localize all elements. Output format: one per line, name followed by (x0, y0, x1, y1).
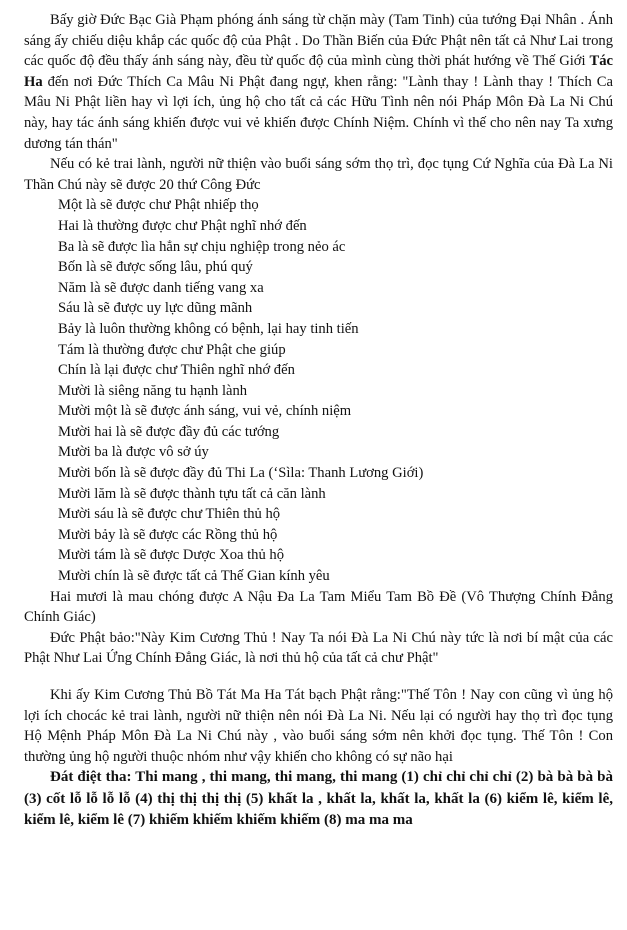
merit-item: Ba là sẽ được lìa hẳn sự chịu nghiệp trong nẻo ác (58, 238, 346, 255)
merit-item: Mười bốn là sẽ được đầy đủ Thi La (‘Sìla: Thanh Lương Giới) (58, 465, 424, 482)
merit-item: Mười bảy là sẽ được các Rồng thủ hộ (58, 526, 278, 543)
paragraph-merits-intro: Nếu có kẻ trai lành, người nữ thiện vào buổi sáng sớm thọ trì, đọc tụng Cứ Nghĩa của Đà La Ni Thần Chú này sẽ được 20 thứ Công Đức (24, 156, 613, 193)
merit-item: Mười ba là được vô sở úy (58, 444, 209, 461)
paragraph-spacer (24, 669, 613, 685)
merit-item: Năm là sẽ được danh tiếng vang xa (58, 279, 264, 296)
paragraph-buddha-speaks: Đức Phật bảo:"Này Kim Cương Thủ ! Nay Ta nói Đà La Ni Chú này tức là nơi bí mật của các Phật Như Lai Ứng Chính Đẳng Giác, là nơi thủ hộ của tất cả chư Phật" (24, 629, 613, 667)
paragraph-vajrapani-request: Khi ấy Kim Cương Thủ Bồ Tát Ma Ha Tát bạch Phật rằng:"Thế Tôn ! Nay con cũng vì ủng hộ lợi ích chocác kẻ trai lành, người nữ thiện nên nói Đà La Ni. Nếu lại có người hay thọ trì đọc tụng Hộ Mệnh Pháp Môn Đà La Ni Chú này , vào buổi sáng sớm nên khởi đọc tụng. Thế Tôn ! Con thường ủng hộ người thuộc nhóm như vậy khiến cho không có sự não hại (24, 687, 613, 765)
merit-item: Mười tám là sẽ được Dược Xoa thủ hộ (58, 547, 285, 564)
paragraph-text: đến nơi Đức Thích Ca Mâu Ni Phật đang ngự, khen rằng: "Lành thay ! Lành thay ! Thích Ca Mâu Ni Phật liền hay vì lợi ích, ủng hộ cho tất cả các Hữu Tình nên nói Pháp Môn Đà La Ni Chú này, hay tác ánh sáng khiến được vui vẻ khiến được Chính Niệm. Chính vì thế cho nên nay Ta xưng dương tán thán" (24, 73, 613, 152)
mantra-text: Đát điệt tha: Thi mang , thi mang, thi mang, thi mang (1) chỉ chỉ chỉ chỉ (2) bà bà bà bà (3) cốt lỗ lỗ lỗ lỗ (4) thị thị thị thị (5) khất la , khất la, khất la, khất la (6) kiểm lê, kiểm lê, kiểm lê, kiểm lê (7) khiếm khiếm khiếm khiếm (8) ma ma ma (24, 769, 613, 829)
merit-item: Mười lăm là sẽ được thành tựu tất cả căn lành (58, 485, 326, 502)
paragraph-twentieth-merit: Hai mươi là mau chóng được A Nậu Đa La Tam Miểu Tam Bồ Đề (Vô Thượng Chính Đẳng Chính Giác) (24, 588, 613, 626)
merit-item: Hai là thường được chư Phật nghĩ nhớ đến (58, 217, 307, 234)
paragraph-light-emission (24, 10, 613, 154)
merit-item: Mười là siêng năng tu hạnh lành (58, 382, 248, 399)
paragraph-text: Bấy giờ Đức Bạc Già Phạm phóng ánh sáng từ chặn mày (Tam Tinh) của tướng Đại Nhân . Ánh sáng ấy chiếu diệu khắp các quốc độ của Phật . Do Thần Biến của Đức Phật nên tất cả Như Lai trong các quốc độ đều thấy ánh sáng này, đều từ quốc độ của mình cùng thời phát hướng về Thế Giới (24, 12, 613, 70)
merit-item: Tám là thường được chư Phật che giúp (58, 341, 286, 358)
merit-item: Bảy là luôn thường không có bệnh, lại hay tinh tiến (58, 320, 359, 337)
merit-item: Mười sáu là sẽ được chư Thiên thủ hộ (58, 506, 281, 523)
merit-item: Bốn là sẽ được sống lâu, phú quý (58, 259, 253, 276)
merit-item: Mười hai là sẽ được đầy đủ các tướng (58, 423, 280, 440)
merit-item: Mười một là sẽ được ánh sáng, vui vẻ, chính niệm (58, 403, 352, 420)
merit-item: Chín là lại được chư Thiên nghĩ nhớ đến (58, 362, 295, 379)
merit-item: Mười chín là sẽ được tất cả Thế Gian kính yêu (58, 568, 330, 585)
world-name-bold: Tác Ha (24, 53, 613, 90)
merit-item: Một là sẽ được chư Phật nhiếp thọ (58, 197, 259, 214)
merit-item: Sáu là sẽ được uy lực dũng mãnh (58, 300, 253, 317)
merits-list (24, 195, 613, 586)
